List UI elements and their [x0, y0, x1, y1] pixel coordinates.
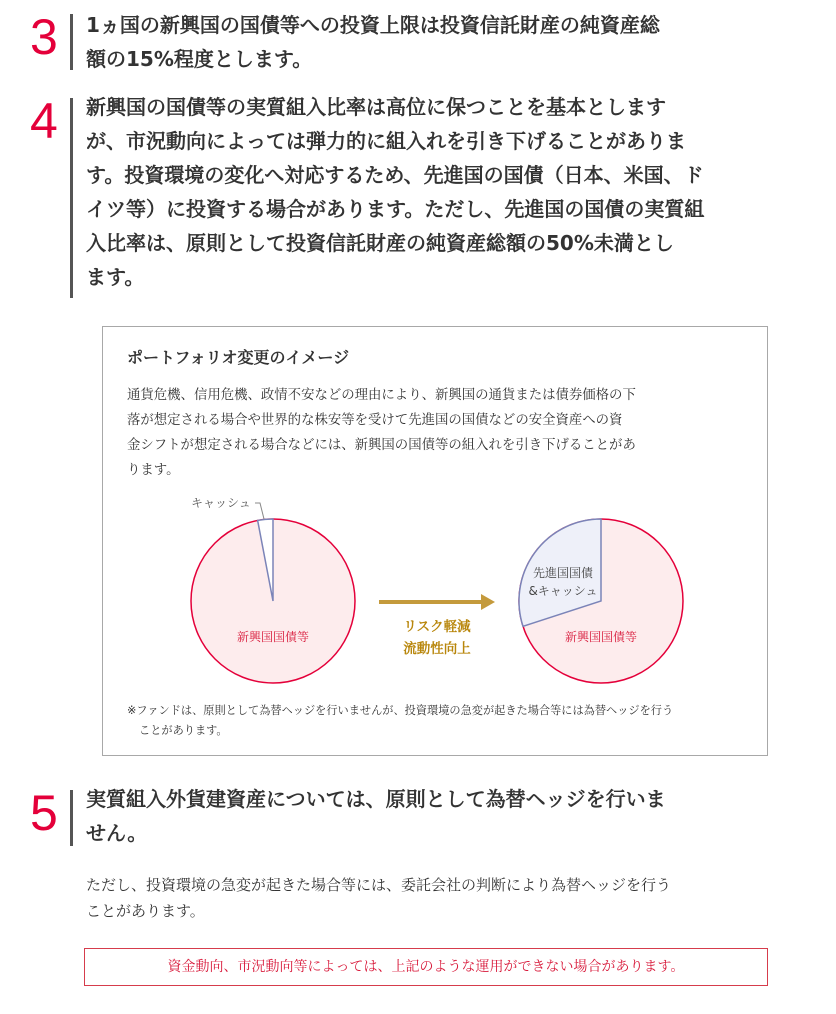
item-line: す。投資環境の変化へ対応するため、先進国の国債（日本、米国、ド [86, 163, 704, 187]
cash-leader-line [255, 503, 264, 519]
item-text [86, 8, 660, 76]
item-line: 1ヵ国の新興国の国債等への投資上限は投資信託財産の純資産総 [86, 13, 660, 37]
item-text [86, 90, 704, 294]
arrow-head [481, 594, 495, 610]
arrow-label-liquidity: 流動性向上 [403, 641, 471, 657]
item-text [86, 782, 666, 850]
item-line: が、市況動向によっては弾力的に組入れを引き下げることがありま [86, 129, 686, 153]
item-line: 実質組入外貨建資産については、原則として為替ヘッジを行いま [86, 787, 666, 811]
description-line: 金シフトが想定される場合などには、新興国の国債等の組入れを引き下げることがあ [127, 438, 636, 453]
item-line: 額の15%程度とします。 [86, 47, 313, 71]
item-line: 新興国の国債等の実質組入比率は高位に保つことを基本とします [86, 95, 666, 119]
hedge-note [127, 701, 673, 741]
item-number: 4 [30, 93, 58, 149]
item-line: イツ等）に投資する場合があります。ただし、先進国の国債の実質組 [86, 197, 705, 221]
subtext-line: ただし、投資環境の急変が起きた場合等には、委託会社の判断により為替ヘッジを行う [86, 876, 672, 894]
description-line: ります。 [127, 463, 180, 478]
arrow-label-risk: リスク軽減 [403, 619, 471, 635]
note-line: ことがあります。 [139, 724, 228, 737]
after-pie-developed-label-2: &キャッシュ [528, 584, 598, 598]
before-pie-emerging-label: 新興国国債等 [236, 630, 310, 644]
portfolio-diagram [103, 487, 767, 697]
item-5-subtext [86, 872, 671, 924]
item-number: 3 [30, 9, 58, 65]
item-line: ます。 [86, 265, 145, 289]
item-line: 入比率は、原則として投資信託財産の純資産総額の50%未満とし [86, 231, 674, 255]
after-pie-developed-label-1: 先進国国債 [532, 566, 594, 580]
box-title: ポートフォリオ変更のイメージ [127, 348, 350, 367]
subtext-line: ことがあります。 [86, 902, 205, 920]
note-line: ※ファンドは、原則として為替ヘッジを行いませんが、投資環境の急変が起きた場合等には為替ヘッジを行う [127, 704, 674, 717]
after-pie-emerging-label: 新興国国債等 [564, 630, 638, 644]
item-divider [70, 790, 73, 846]
item-divider [70, 98, 73, 298]
warning-notice: 資金動向、市況動向等によっては、上記のような運用ができない場合があります。 [84, 948, 768, 986]
before-pie-cash-label: キャッシュ [191, 496, 251, 510]
item-number: 5 [30, 785, 58, 841]
portfolio-change-box [102, 326, 768, 756]
item-line: せん。 [86, 821, 148, 845]
description-line: 通貨危機、信用危機、政情不安などの理由により、新興国の通貨または債券価格の下 [127, 388, 636, 403]
box-description [127, 383, 636, 483]
description-line: 落が想定される場合や世界的な株安等を受けて先進国の国債などの安全資産への資 [127, 413, 623, 428]
item-divider [70, 14, 73, 70]
